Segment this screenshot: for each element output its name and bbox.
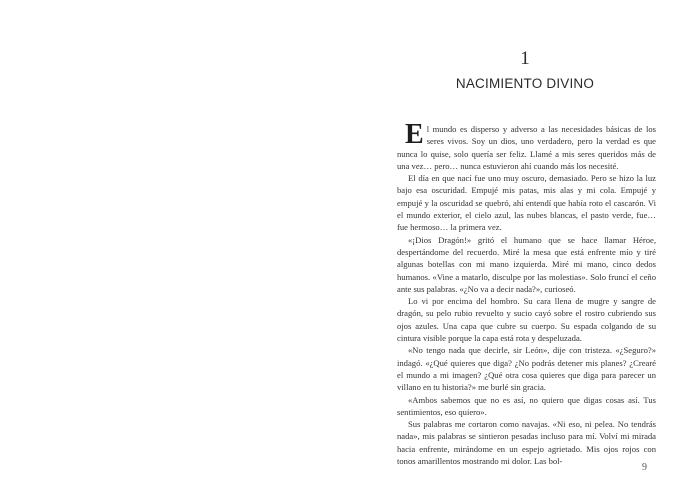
paragraph-7: Sus palabras me cortaron como navajas. «Ni eso, ni pelea. No tendrás nada», mis palabras se sintieron pesadas incluso para mí. Volví mi mirada hacia enfrente, mirándome en un espejo agrietado. Mis ojos rojos con tonos amarillentos mostrando mi dolor. Las bol- xyxy=(397,419,656,467)
chapter-title: NACIMIENTO DIVINO xyxy=(455,76,595,91)
paragraph-5: «No tengo nada que decirle, sir León», dije con tristeza. «¿Seguro?» indagó. «¿Qué quieres que diga? ¿No podrás detener mis planes? ¿Crearé el mundo a mi imagen? ¿Qué otra cosa quieres que diga para parecer un villano en tu historia?» me burlé sin gracia. xyxy=(397,345,656,393)
paragraph-1 xyxy=(397,119,656,172)
page-number: 9 xyxy=(642,462,647,473)
paragraph-6: «Ambos sabemos que no es así, no quiero que digas cosas así. Tus sentimientos, eso quiero». xyxy=(397,394,656,417)
paragraph-2: El día en que nací fue uno muy oscuro, demasiado. Pero se hizo la luz bajo esa oscuridad. Empujé mis patas, mis alas y mi cola. Empujé y empujé y la oscuridad se quebró, ahí entendí que había roto el cascarón. Vi el mundo exterior, el cielo azul, las nubes blancas, el pasto verde, fue… fue hermoso… la primera vez. xyxy=(397,173,656,233)
right-page xyxy=(350,0,700,500)
paragraph-3: «¡Dios Dragón!» gritó el humano que se hace llamar Héroe, despertándome del recuerdo. Miré la mesa que está enfrente mío y tiré algunas botellas con mi mano izquierda. Miré mi mano, cinco dedos humanos. «Vine a matarlo, disculpe por las molestias». Solo fruncí el ceño ante sus palabras. «¿No va a decir nada?», curioseó. xyxy=(397,234,656,294)
chapter-number: 1 xyxy=(520,48,530,69)
drop-cap-letter: E xyxy=(405,119,424,150)
chapter-body xyxy=(397,119,656,467)
paragraph-1-text: l mundo es disperso y adverso a las necesidades básicas de los seres vivos. Soy un dios, uno verdadero, pero la verdad es que nunca lo quise, solo quería ser feliz. Llamé a mis seres queridos más de una vez… pero… nunca estuvieron ahí cuando más los necesité. xyxy=(397,124,656,171)
paragraph-4: Lo vi por encima del hombro. Su cara llena de mugre y sangre de dragón, su pelo rubio revuelto y sucio cayó sobre el rostro cubriendo sus ojos azules. Una capa que cubre su cuerpo. Su espada colgando de su cintura visible porque la capa está rota y despeluzada. xyxy=(397,296,656,344)
